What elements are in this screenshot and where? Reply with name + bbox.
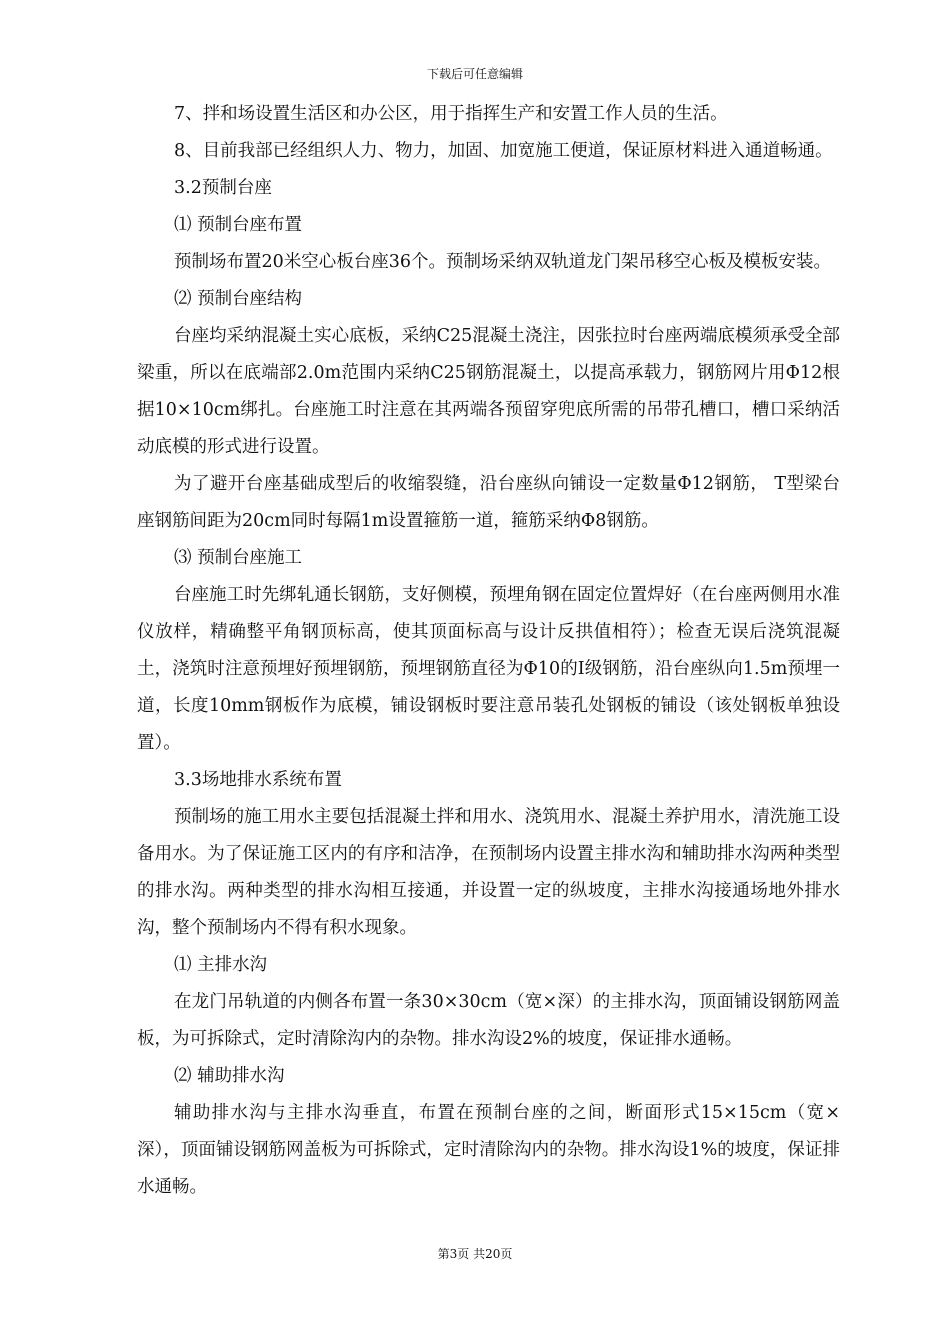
paragraph-main-drain: 在龙门吊轨道的内侧各布置一条30×30cm（宽×深）的主排水沟，顶面铺设钢筋网盖板，为可拆除式，定时清除沟内的杂物。排水沟设2%的坡度，保证排水通畅。 bbox=[137, 992, 840, 1049]
subheading-aux-drain: ⑵ 辅助排水沟 bbox=[174, 1066, 285, 1086]
paragraph-item-8: 8、目前我部已经组织人力、物力，加固、加宽施工便道，保证原材料进入通道畅通。 bbox=[174, 141, 833, 161]
subheading-construction: ⑶ 预制台座施工 bbox=[174, 548, 303, 568]
document-body bbox=[137, 96, 840, 1206]
section-heading-3-2: 3.2预制台座 bbox=[174, 178, 272, 198]
page-header-note: 下载后可任意编辑 bbox=[426, 67, 523, 81]
paragraph-construction: 台座施工时先绑轧通长钢筋，支好侧模，预埋角钢在固定位置焊好（在台座两侧用水准仪放样，精确整平角钢顶标高，使其顶面标高与设计反拱值相符）；检查无误后浇筑混凝土，浇筑时注意预埋好预埋钢筋，预埋钢筋直径为Φ10的Ⅰ级钢筋，沿台座纵向1.5m预埋一道，长度10mm钢板作为底模，铺设钢板时要注意吊装孔处钢板的铺设（该处钢板单独设置）。 bbox=[137, 585, 840, 753]
paragraph-item-7: 7、拌和场设置生活区和办公区，用于指挥生产和安置工作人员的生活。 bbox=[174, 104, 728, 124]
subheading-structure: ⑵ 预制台座结构 bbox=[174, 289, 303, 309]
paragraph-drainage: 预制场的施工用水主要包括混凝土拌和用水、浇筑用水、混凝土养护用水，清洗施工设备用水。为了保证施工区内的有序和洁净，在预制场内设置主排水沟和辅助排水沟两种类型的排水沟。两种类型的排水沟相互接通，并设置一定的纵坡度，主排水沟接通场地外排水沟，整个预制场内不得有积水现象。 bbox=[137, 807, 840, 938]
page-number: 第3页 共20页 bbox=[437, 1247, 513, 1261]
subheading-layout: ⑴ 预制台座布置 bbox=[174, 215, 303, 235]
section-heading-3-3: 3.3场地排水系统布置 bbox=[174, 770, 342, 790]
paragraph-layout: 预制场布置20米空心板台座36个。预制场采纳双轨道龙门架吊移空心板及模板安装。 bbox=[174, 252, 832, 272]
paragraph-crack-prevention: 为了避开台座基础成型后的收缩裂缝，沿台座纵向铺设一定数量Φ12钢筋， T型梁台座钢筋间距为20cm同时每隔1m设置箍筋一道，箍筋采纳Φ8钢筋。 bbox=[137, 474, 840, 531]
subheading-main-drain: ⑴ 主排水沟 bbox=[174, 955, 268, 975]
paragraph-structure: 台座均采纳混凝土实心底板，采纳C25混凝土浇注，因张拉时台座两端底模须承受全部梁重，所以在底端部2.0m范围内采纳C25钢筋混凝土，以提高承载力，钢筋网片用Φ12根据10×10cm绑扎。台座施工时注意在其两端各预留穿兜底所需的吊带孔槽口，槽口采纳活动底模的形式进行设置。 bbox=[137, 326, 840, 457]
paragraph-aux-drain: 辅助排水沟与主排水沟垂直，布置在预制台座的之间，断面形式15×15cm（宽×深），顶面铺设钢筋网盖板为可拆除式，定时清除沟内的杂物。排水沟设1%的坡度，保证排水通畅。 bbox=[137, 1103, 840, 1197]
